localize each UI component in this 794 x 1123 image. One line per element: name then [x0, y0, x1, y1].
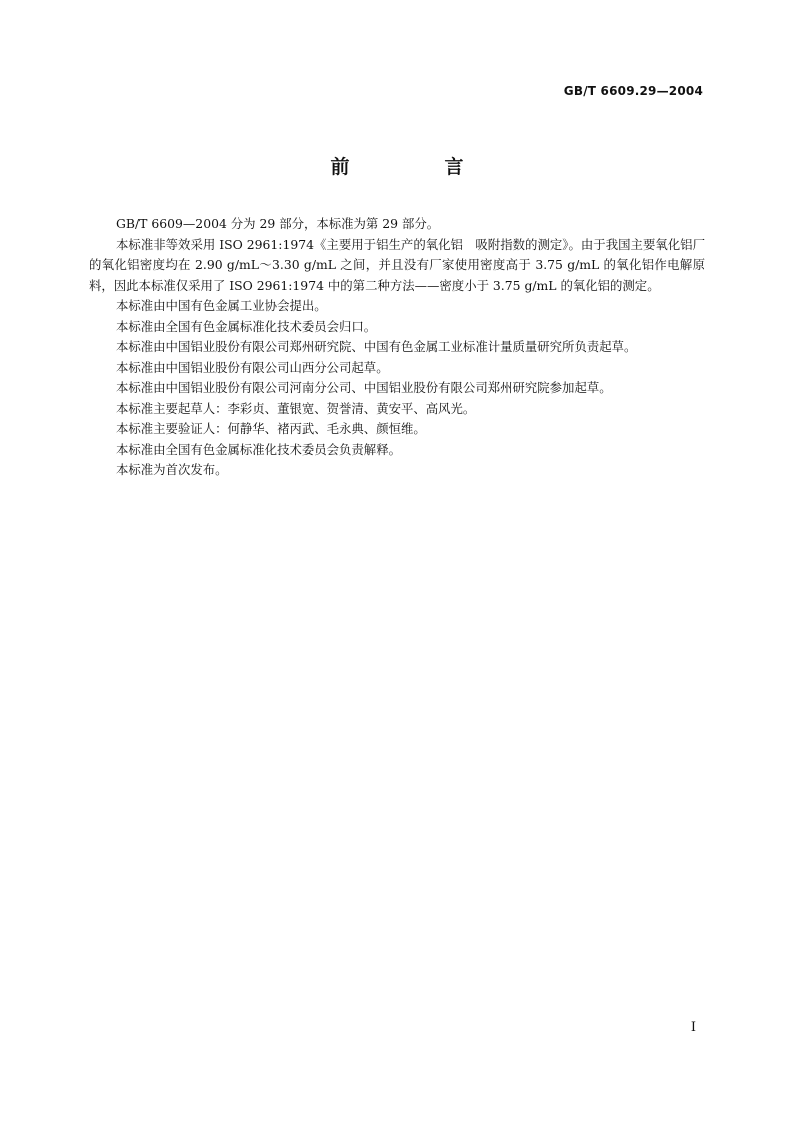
foreword-body	[89, 214, 705, 481]
paragraph: 本标准由全国有色金属标准化技术委员会归口。	[116, 318, 377, 334]
paragraph: 本标准由中国铝业股份有限公司山西分公司起草。	[116, 359, 389, 375]
paragraph: 本标准主要起草人：李彩贞、董银宽、贺誉清、黄安平、高风光。	[116, 400, 476, 416]
paragraph: 本标准为首次发布。	[116, 462, 228, 477]
page-number: I	[690, 1020, 696, 1035]
paragraph: 本标准由全国有色金属标准化技术委员会负责解释。	[116, 441, 401, 457]
paragraph: 本标准由中国铝业股份有限公司河南分公司、中国铝业股份有限公司郑州研究院参加起草。	[116, 380, 612, 395]
paragraph: 本标准主要验证人：何静华、褚丙武、毛永典、颜恒维。	[116, 421, 426, 436]
paragraph: GB/T 6609—2004 分为 29 部分，本标准为第 29 部分。	[116, 216, 440, 231]
paragraph: 本标准由中国有色金属工业协会提出。	[116, 298, 327, 313]
page-title: 前 言	[330, 156, 502, 178]
standard-code: GB/T 6609.29—2004	[563, 84, 703, 98]
paragraph: 本标准非等效采用 ISO 2961:1974《主要用于铝生产的氧化铝 吸附指数的测定》。由于我国主要氧化铝厂的氧化铝密度均在 2.90 g/mL～3.30 g/mL 之间，并且没有厂家使用密度高于 3.75 g/mL 的氧化铝作电解原料，因此本标准仅采用了 ISO 2961:1974 中的第二种方法——密度小于 3.75 g/mL 的氧化铝的测定。	[89, 236, 705, 293]
paragraph: 本标准由中国铝业股份有限公司郑州研究院、中国有色金属工业标准计量质量研究所负责起草。	[116, 339, 637, 354]
